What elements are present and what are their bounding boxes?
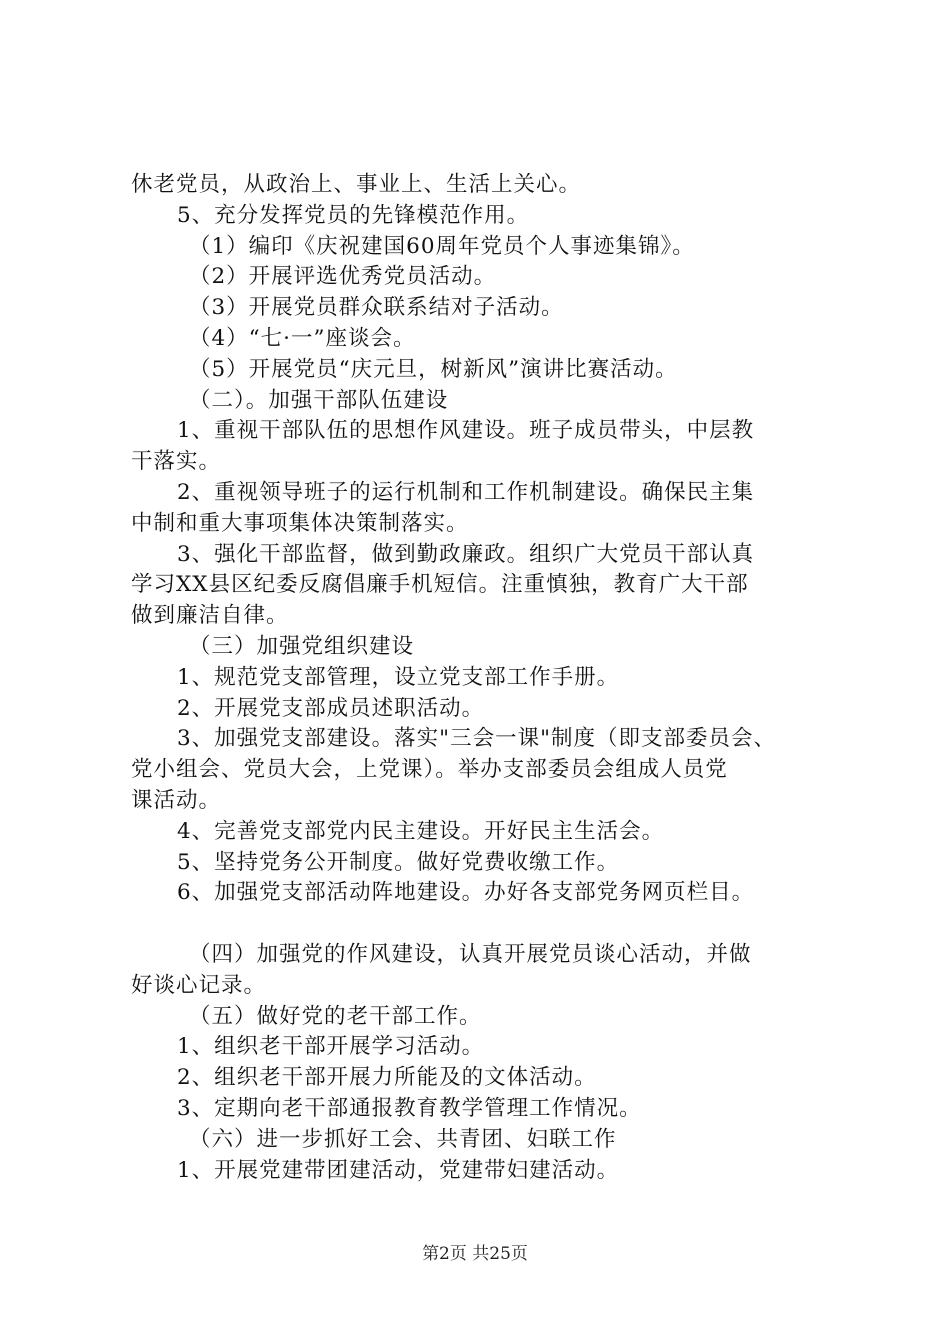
text-line: 2、组织老干部开展力所能及的文体活动。 <box>177 1065 597 1091</box>
text-line: 4、完善党支部党内民主建设。开好民主生活会。 <box>177 818 665 844</box>
text-line: 学习XX县区纪委反腐倡廉手机短信。注重慎独，教育广大干部 <box>131 572 749 598</box>
text-line: 2、开展党支部成员述职活动。 <box>177 695 485 721</box>
text-line: 5、充分发挥党员的先锋模范作用。 <box>177 202 530 228</box>
text-line: 6、加强党支部活动阵地建设。办好各支部党务网页栏目。 <box>177 880 755 906</box>
text-line: 课活动。 <box>131 787 222 813</box>
text-line: （二）。加强干部队伍建设 <box>189 387 449 413</box>
text-line: （3）开展党员群众联系结对子活动。 <box>189 295 564 321</box>
text-line: 2、重视领导班子的运行机制和工作机制建设。确保民主集 <box>177 479 755 505</box>
text-line: （六）进一步抓好工会、共青团、妇联工作 <box>189 1126 617 1152</box>
text-line: 5、坚持党务公开制度。做好党费收缴工作。 <box>177 849 620 875</box>
text-line: （四）加强党的作风建设，认真开展党员谈心活动，并做 <box>189 941 752 967</box>
text-line: 中制和重大事项集体决策制落实。 <box>131 510 469 536</box>
text-line: （4）“七·一”座谈会。 <box>189 325 416 351</box>
text-line: 好谈心记录。 <box>131 972 267 998</box>
text-line: （2）开展评选优秀党员活动。 <box>189 264 497 290</box>
text-line: 1、组织老干部开展学习活动。 <box>177 1034 485 1060</box>
page-footer: 第2页 共25页 <box>422 1244 528 1264</box>
text-line: 1、重视干部队伍的思想作风建设。班子成员带头，中层教 <box>177 418 755 444</box>
text-line: 1、规范党支部管理，设立党支部工作手册。 <box>177 664 620 690</box>
text-line: 党小组会、党员大会，上党课）。举办支部委员会组成人员党 <box>131 757 728 783</box>
text-line: 1、开展党建带团建活动，党建带妇建活动。 <box>177 1157 620 1183</box>
text-line: （5）开展党员“庆元旦，树新风”演讲比赛活动。 <box>189 356 678 382</box>
text-line: （三）加强党组织建设 <box>189 633 415 659</box>
text-line: 3、定期向老干部通报教育教学管理工作情况。 <box>177 1095 642 1121</box>
text-line: （1）编印《庆祝建国60周年党员个人事迹集锦》。 <box>189 233 695 259</box>
text-line: 3、强化干部监督，做到勤政廉政。组织广大党员干部认真 <box>177 541 755 567</box>
text-line: 干落实。 <box>131 449 222 475</box>
blank-line <box>131 909 831 940</box>
document-body <box>131 170 831 1186</box>
text-line: （五）做好党的老干部工作。 <box>189 1003 482 1029</box>
text-line: 做到廉洁自律。 <box>131 603 289 629</box>
text-line: 休老党员，从政治上、事业上、生活上关心。 <box>131 172 582 197</box>
text-line: 3、加强党支部建设。落实"三会一课"制度（即支部委员会、 <box>177 726 776 752</box>
